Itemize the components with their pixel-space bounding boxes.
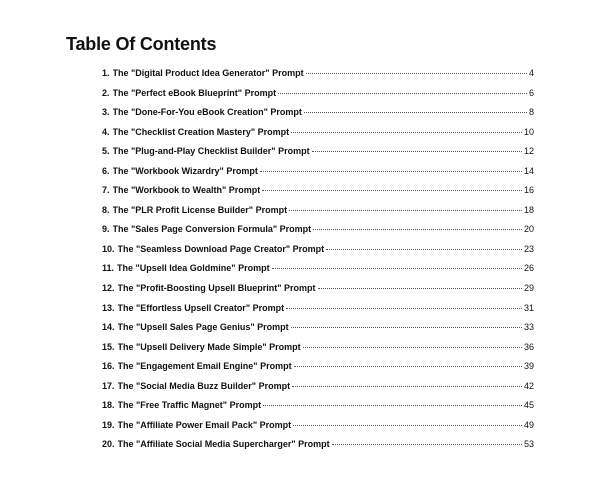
toc-entry-page: 12 [523,146,534,157]
toc-entry-label: The "Done-For-You eBook Creation" Prompt [112,107,302,118]
toc-entry[interactable] [102,416,534,436]
toc-dot-leader [289,210,522,211]
toc-dot-leader [272,268,522,269]
toc-dot-leader [326,249,522,250]
toc-entry-label: The "Digital Product Idea Generator" Prompt [112,68,304,78]
toc-entry-page: 10 [523,126,534,137]
toc-dot-leader [262,190,522,191]
toc-entry[interactable] [102,299,534,319]
toc-entry-label: The "Sales Page Conversion Formula" Prompt [112,224,312,235]
toc-entry-number: 19. [102,419,115,430]
toc-dot-leader [278,93,527,94]
toc-dot-leader [318,288,522,289]
toc-entry-number: 11. [102,263,115,274]
toc-dot-leader [291,327,522,328]
toc-entry[interactable] [102,64,534,84]
toc-entry[interactable] [102,396,534,416]
toc-entry-number: 14. [102,322,115,333]
toc-entry[interactable] [102,84,534,104]
toc-entry-label: The "Plug-and-Play Checklist Builder" Prompt [112,146,310,157]
toc-entry[interactable] [102,103,534,123]
toc-entry[interactable] [102,123,534,143]
toc-entry-page: 36 [523,341,534,352]
toc-dot-leader [332,444,522,445]
toc-entry-page: 53 [523,439,534,450]
toc-entry-number: 8. [102,204,110,215]
toc-entry-page: 16 [523,185,534,196]
toc-entry-label: The "Upsell Sales Page Genius" Prompt [117,322,289,333]
toc-entry-label: The "Affiliate Power Email Pack" Prompt [117,419,292,430]
toc-entry[interactable] [102,435,534,455]
toc-entry-number: 20. [102,439,115,450]
toc-entry-label: The "Upsell Delivery Made Simple" Prompt [117,341,301,352]
toc-entry-number: 10. [102,243,115,254]
toc-entry-page: 29 [523,283,534,294]
toc-entry-number: 16. [102,361,115,372]
toc-entry-label: The "Profit-Boosting Upsell Blueprint" Prompt [117,283,316,294]
toc-dot-leader [306,73,527,74]
toc-dot-leader [291,132,522,133]
toc-list [102,64,534,455]
toc-entry[interactable] [102,162,534,182]
toc-entry-number: 3. [102,107,110,118]
toc-entry-number: 9. [102,224,110,235]
toc-dot-leader [263,405,522,406]
toc-entry[interactable] [102,357,534,377]
toc-dot-leader [260,171,522,172]
toc-dot-leader [293,425,522,426]
toc-entry-label: The "Perfect eBook Blueprint" Prompt [112,87,277,98]
toc-entry-page: 26 [523,263,534,274]
toc-dot-leader [303,347,522,348]
toc-entry-page: 23 [523,243,534,254]
toc-entry-label: The "Engagement Email Engine" Prompt [117,361,292,372]
toc-entry-page: 6 [528,87,534,98]
toc-entry-page: 8 [528,107,534,118]
toc-entry-label: The "Upsell Idea Goldmine" Prompt [117,263,270,274]
toc-entry-page: 31 [523,302,534,313]
toc-entry-page: 14 [523,165,534,176]
toc-entry-label: The "Workbook Wizardry" Prompt [112,165,258,176]
toc-entry-number: 4. [102,126,110,137]
toc-entry-number: 7. [102,185,110,196]
toc-entry-page: 18 [523,204,534,215]
toc-dot-leader [292,386,522,387]
toc-entry-number: 1. [102,68,110,78]
toc-dot-leader [294,366,522,367]
toc-entry-label: The "Seamless Download Page Creator" Prompt [117,243,325,254]
toc-entry-number: 17. [102,380,115,391]
toc-entry-label: The "Effortless Upsell Creator" Prompt [117,302,285,313]
toc-entry-number: 2. [102,87,110,98]
toc-dot-leader [286,308,522,309]
toc-entry-label: The "PLR Profit License Builder" Prompt [112,204,288,215]
toc-entry[interactable] [102,279,534,299]
toc-entry[interactable] [102,220,534,240]
toc-dot-leader [312,151,522,152]
toc-entry-page: 4 [528,68,534,78]
toc-entry-number: 18. [102,400,115,411]
toc-entry[interactable] [102,201,534,221]
toc-entry-page: 42 [523,380,534,391]
toc-entry-number: 12. [102,283,115,294]
toc-entry-number: 5. [102,146,110,157]
toc-entry-label: The "Free Traffic Magnet" Prompt [117,400,262,411]
toc-entry-page: 20 [523,224,534,235]
toc-dot-leader [304,112,527,113]
toc-entry-label: The "Checklist Creation Mastery" Prompt [112,126,290,137]
toc-entry-label: The "Workbook to Wealth" Prompt [112,185,261,196]
toc-entry-number: 13. [102,302,115,313]
toc-entry-label: The "Social Media Buzz Builder" Prompt [117,380,291,391]
toc-entry[interactable] [102,181,534,201]
toc-entry[interactable] [102,142,534,162]
toc-entry-number: 15. [102,341,115,352]
toc-entry[interactable] [102,338,534,358]
toc-entry-page: 39 [523,361,534,372]
toc-entry[interactable] [102,240,534,260]
page-title: Table Of Contents [66,34,217,54]
toc-entry-page: 33 [523,322,534,333]
toc-entry[interactable] [102,259,534,279]
toc-entry[interactable] [102,377,534,397]
toc-entry-number: 6. [102,165,110,176]
toc-entry-page: 45 [523,400,534,411]
toc-dot-leader [313,229,522,230]
toc-entry[interactable] [102,318,534,338]
toc-entry-page: 49 [523,419,534,430]
toc-entry-label: The "Affiliate Social Media Supercharger" Prompt [117,439,330,450]
